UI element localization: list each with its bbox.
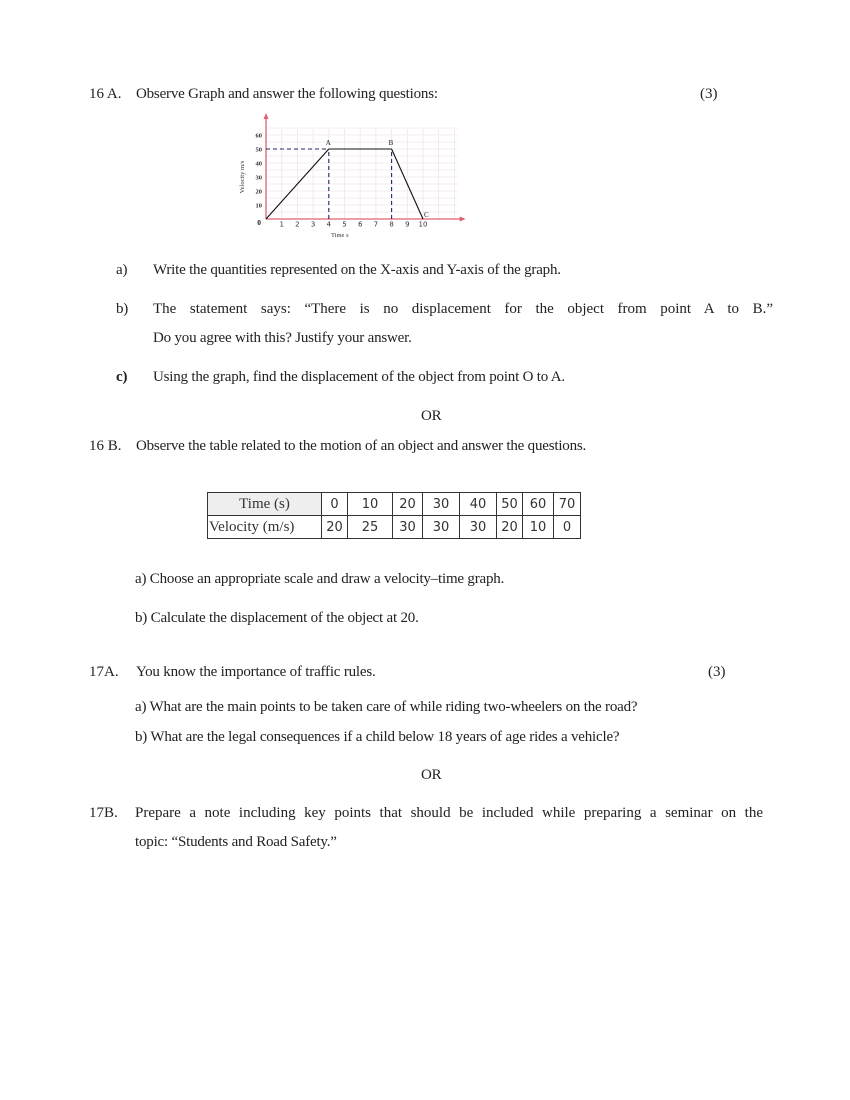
- question-text-17b-line1: Prepare a note including key points that should be included while preparing a seminar on the: [135, 805, 763, 821]
- or-separator-17: OR: [421, 767, 442, 783]
- x-axis-title: Time s: [330, 232, 349, 239]
- point-label-b: B: [388, 139, 394, 147]
- time-cell: 20: [393, 493, 423, 516]
- velocity-cell: 30: [393, 516, 423, 539]
- time-cell: 60: [523, 493, 554, 516]
- velocity-time-graph: [230, 110, 470, 245]
- time-cell: 40: [460, 493, 497, 516]
- table-row-velocity: [208, 516, 581, 539]
- subq-text-17a-a: a) What are the main points to be taken care of while riding two-wheelers on the road?: [135, 699, 638, 715]
- velocity-cell: 30: [423, 516, 460, 539]
- question-number-16b: 16 B.: [89, 438, 122, 454]
- question-text-16b: Observe the table related to the motion of an object and answer the questions.: [136, 438, 587, 454]
- x-tick-label: 4: [326, 220, 332, 229]
- subq-label-16a-b: b): [116, 301, 129, 317]
- subq-text-17a-b: b) What are the legal consequences if a child below 18 years of age rides a vehicle?: [135, 729, 620, 745]
- y-tick-label: 10: [255, 202, 262, 210]
- question-text-17b-line2: topic: “Students and Road Safety.”: [135, 834, 337, 850]
- velocity-cell: 25: [348, 516, 393, 539]
- y-axis-arrow-icon: [264, 113, 269, 119]
- motion-table: [207, 492, 581, 539]
- question-number-17a: 17A.: [89, 664, 119, 680]
- row-header-velocity: Velocity (m/s): [208, 516, 322, 539]
- subq-text-16a-a: Write the quantities represented on the X-axis and Y-axis of the graph.: [153, 262, 561, 278]
- y-tick-label: 30: [255, 174, 262, 182]
- question-number-17b: 17B.: [89, 805, 118, 821]
- x-tick-label: 1: [279, 220, 284, 229]
- time-cell: 10: [348, 493, 393, 516]
- velocity-cell: 30: [460, 516, 497, 539]
- x-tick-label: 2: [295, 220, 300, 229]
- time-cell: 0: [322, 493, 348, 516]
- question-text-16a: Observe Graph and answer the following questions:: [136, 86, 438, 102]
- table-row-time: [208, 493, 581, 516]
- origin-label: 0: [257, 218, 261, 227]
- time-cell: 70: [554, 493, 581, 516]
- or-separator-16: OR: [421, 408, 442, 424]
- y-tick-label: 20: [255, 188, 262, 196]
- x-tick-label: 8: [389, 220, 394, 229]
- x-tick-label: 9: [405, 220, 410, 229]
- velocity-cell: 20: [322, 516, 348, 539]
- x-tick-label: 7: [373, 220, 379, 229]
- question-number-16a: 16 A.: [89, 86, 122, 102]
- subq-text-16b-a: a) Choose an appropriate scale and draw a velocity–time graph.: [135, 571, 505, 587]
- question-text-17a: You know the importance of traffic rules.: [136, 664, 376, 680]
- subq-label-16a-c: c): [116, 369, 128, 385]
- velocity-cell: 10: [523, 516, 554, 539]
- marks-17a: (3): [708, 664, 726, 680]
- subq-text-16b-b: b) Calculate the displacement of the object at 20.: [135, 610, 419, 626]
- velocity-cell: 20: [497, 516, 523, 539]
- x-axis-arrow-icon: [460, 217, 466, 222]
- y-tick-label: 40: [255, 160, 262, 168]
- time-cell: 30: [423, 493, 460, 516]
- x-tick-label: 5: [342, 220, 347, 229]
- velocity-cell: 0: [554, 516, 581, 539]
- x-tick-label: 10: [418, 220, 428, 229]
- y-axis-title: Velocity m/s: [239, 160, 246, 194]
- row-header-time: Time (s): [208, 493, 322, 516]
- subq-text-16a-b-line1: The statement says: “There is no displacement for the object from point A to B.”: [153, 301, 773, 317]
- y-tick-label: 50: [255, 146, 262, 154]
- subq-text-16a-b-line2: Do you agree with this? Justify your answer.: [153, 330, 412, 346]
- x-tick-label: 6: [357, 220, 363, 229]
- subq-text-16a-c: Using the graph, find the displacement of the object from point O to A.: [153, 369, 565, 385]
- subq-label-16a-a: a): [116, 262, 128, 278]
- x-tick-label: 3: [310, 220, 316, 229]
- point-label-a: A: [325, 139, 331, 147]
- time-cell: 50: [497, 493, 523, 516]
- y-tick-label: 60: [255, 132, 262, 140]
- point-label-c: C: [424, 211, 429, 219]
- marks-16a: (3): [700, 86, 718, 102]
